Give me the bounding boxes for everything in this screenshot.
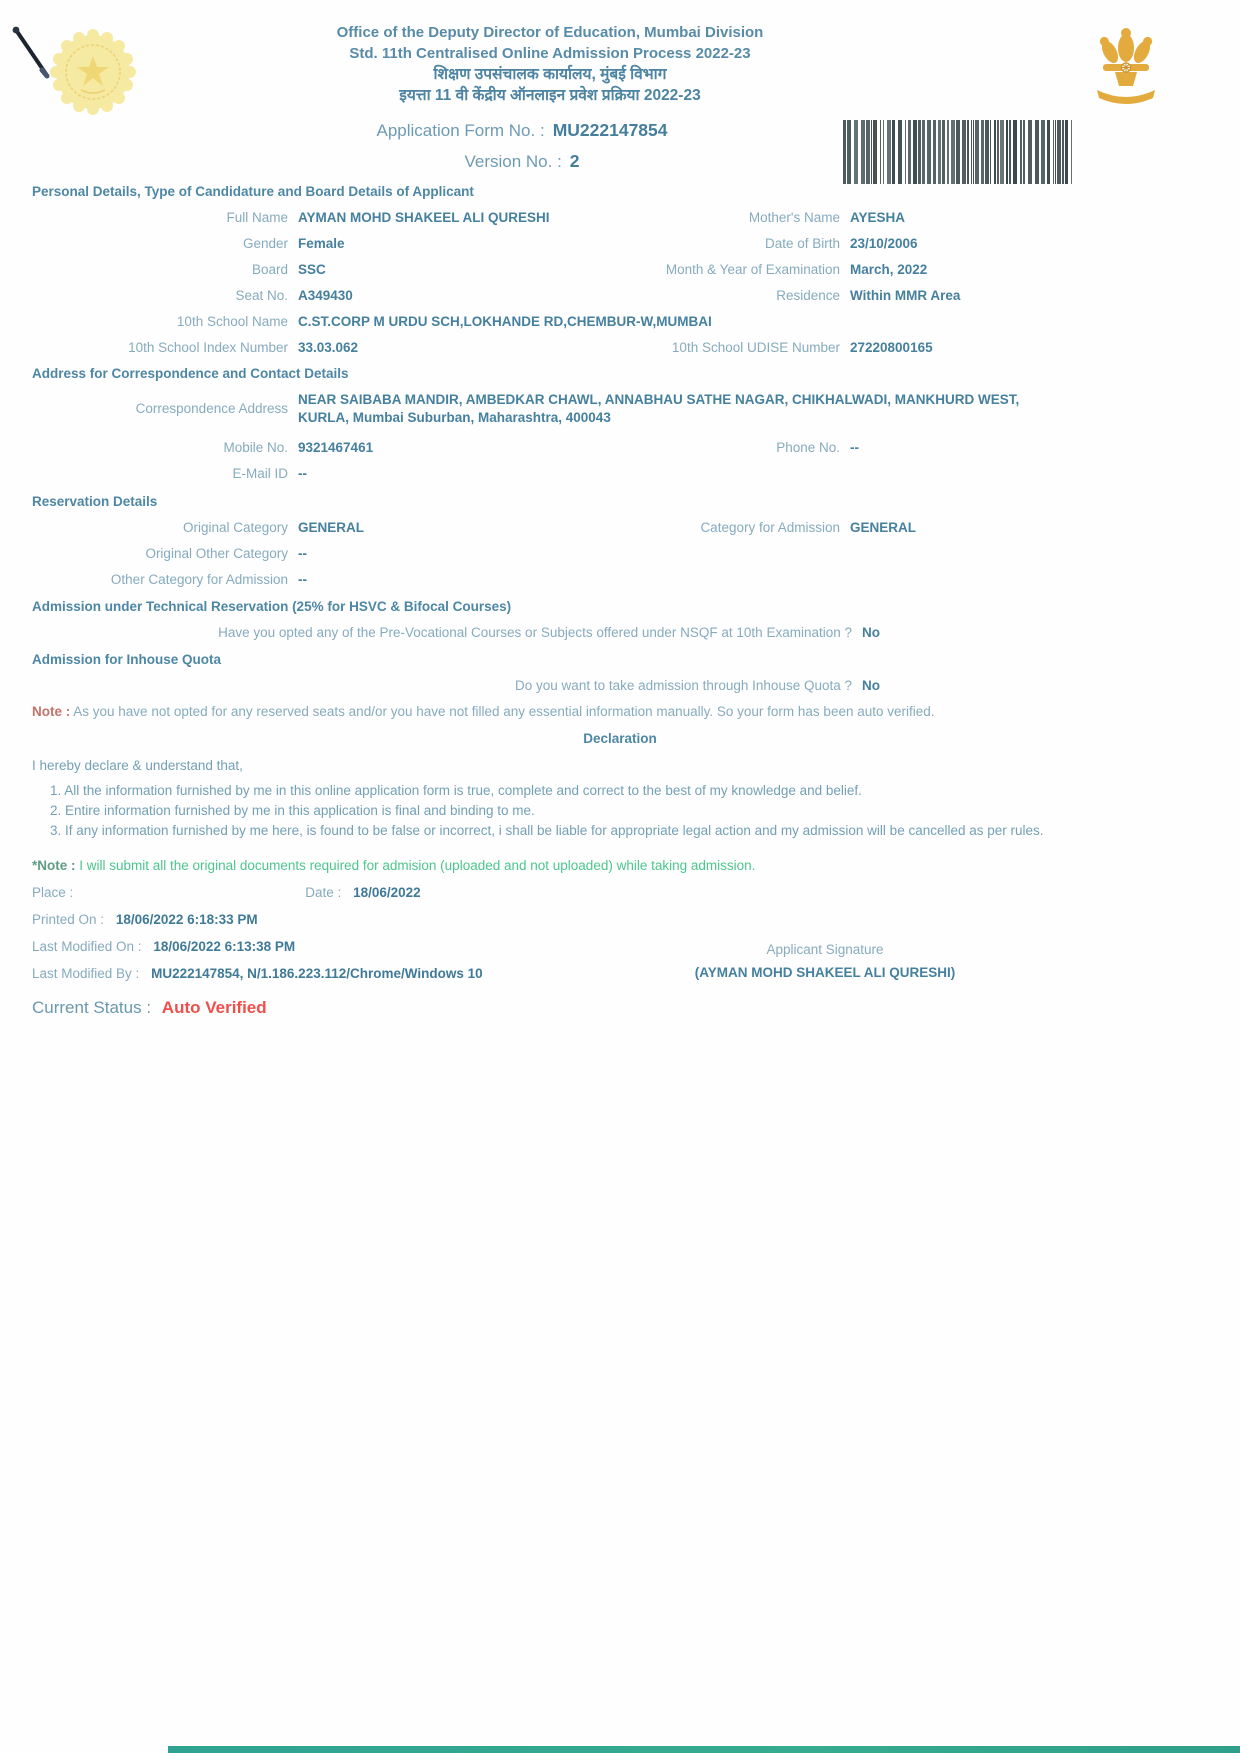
current-status-value: Auto Verified	[161, 998, 267, 1017]
version-no-label: Version No. :	[464, 152, 562, 171]
declaration-item-2: 2. Entire information furnished by me in this application is final and binding to me.	[50, 803, 535, 818]
school-index-label: 10th School Index Number	[128, 340, 288, 355]
full-name-label: Full Name	[226, 210, 288, 225]
correspondence-address-label: Correspondence Address	[135, 401, 288, 416]
phone-no-value: --	[850, 440, 859, 455]
printed-on-value: 18/06/2022 6:18:33 PM	[115, 912, 258, 927]
mothers-name-value: AYESHA	[850, 210, 906, 225]
correspondence-address-value: NEAR SAIBABA MANDIR, AMBEDKAR CHAWL, ANNABHAU SATHE NAGAR, CHIKHALWADI, MANKHURD WEST, KURLA, Mumbai Suburban, Maharashtra, 400043	[298, 392, 1020, 425]
row-place-date	[32, 884, 1208, 902]
current-status-label: Current Status :	[32, 998, 152, 1017]
full-name-value: AYMAN MOHD SHAKEEL ALI QURESHI	[298, 210, 550, 225]
school-udise-label: 10th School UDISE Number	[671, 340, 840, 355]
mobile-no-label: Mobile No.	[223, 440, 288, 455]
mobile-no-value: 9321467461	[298, 440, 374, 455]
nsqf-answer: No	[862, 625, 880, 640]
form-content	[32, 183, 1208, 1019]
school-name-label: 10th School Name	[176, 314, 288, 329]
original-category-label: Original Category	[182, 520, 288, 535]
inhouse-answer: No	[862, 678, 880, 693]
application-form-no-value: MU222147854	[552, 120, 668, 140]
section-title-reservation: Reservation Details	[32, 494, 158, 509]
last-modified-by-value: MU222147854, N/1.186.223.112/Chrome/Windows 10	[151, 966, 483, 981]
dob-label: Date of Birth	[764, 236, 840, 251]
residence-value: Within MMR Area	[850, 288, 961, 303]
school-index-value: 33.03.062	[298, 340, 359, 355]
declaration-item-3: 3. If any information furnished by me here, is found to be false or incorrect, i shall be liable for appropriate legal action and my admission will be cancelled as per rules.	[50, 823, 1044, 838]
row-nsqf-question	[32, 624, 880, 642]
section-title-inhouse: Admission for Inhouse Quota	[32, 652, 222, 667]
original-other-category-value: --	[298, 546, 307, 561]
section-title-technical: Admission under Technical Reservation (25% for HSVC & Bifocal Courses)	[32, 599, 512, 614]
barcode	[843, 120, 1076, 184]
row-other-category-admission	[32, 571, 1208, 589]
board-value: SSC	[298, 262, 326, 277]
category-for-admission-value: GENERAL	[850, 520, 917, 535]
auto-verified-note	[32, 703, 1208, 721]
mothers-name-label: Mother's Name	[748, 210, 840, 225]
other-category-admission-label: Other Category for Admission	[110, 572, 288, 587]
row-email	[32, 465, 1208, 483]
office-title: Office of the Deputy Director of Education, Mumbai Division	[336, 24, 764, 41]
school-udise-value: 27220800165	[850, 340, 933, 355]
exam-month-year-label: Month & Year of Examination	[665, 262, 840, 277]
documents-note-text: I will submit all the original documents required for admision (uploaded and not uploaded) while taking admission.	[79, 858, 756, 873]
section-title-address: Address for Correspondence and Contact Details	[32, 366, 349, 381]
process-title: Std. 11th Centralised Online Admission Process 2022-23	[349, 45, 751, 62]
last-modified-on-value: 18/06/2022 6:13:38 PM	[153, 939, 296, 954]
place-label: Place :	[32, 885, 74, 900]
application-form-no-label: Application Form No. :	[376, 121, 545, 140]
process-title-devanagari: इयत्ता 11 वी केंद्रीय ऑनलाइन प्रवेश प्रक्रिया 2022-23	[399, 87, 701, 104]
category-for-admission-label: Category for Admission	[700, 520, 840, 535]
date-value: 18/06/2022	[353, 885, 421, 900]
national-emblem-icon	[1093, 26, 1159, 114]
last-modified-by-label: Last Modified By :	[32, 966, 140, 981]
declaration-intro: I hereby declare & understand that,	[32, 758, 243, 773]
gender-label: Gender	[242, 236, 288, 251]
declaration-item-1: 1. All the information furnished by me in this online application form is true, complete and correct to the best of my knowledge and belief.	[50, 783, 862, 798]
gold-seal-icon	[48, 26, 138, 118]
email-label: E-Mail ID	[232, 466, 288, 481]
nsqf-question: Have you opted any of the Pre-Vocational Courses or Subjects offered under NSQF at 10th Examination ?	[218, 625, 852, 640]
other-category-admission-value: --	[298, 572, 307, 587]
exam-month-year-value: March, 2022	[850, 262, 928, 277]
seat-no-value: A349430	[298, 288, 353, 303]
printed-on-label: Printed On :	[32, 912, 105, 927]
applicant-signature-name: (AYMAN MOHD SHAKEEL ALI QURESHI)	[694, 965, 956, 980]
row-seat-residence	[32, 287, 1208, 305]
applicant-signature-label: Applicant Signature	[766, 942, 884, 957]
documents-note-label: *Note :	[32, 858, 76, 873]
document-header	[270, 22, 830, 106]
board-label: Board	[251, 262, 288, 277]
row-correspondence-address	[32, 391, 1208, 427]
row-original-category	[32, 519, 1208, 537]
row-fullname-mother	[32, 209, 1208, 227]
row-printed-on	[32, 911, 1208, 929]
applicant-signature-block	[660, 941, 990, 983]
declaration-title: Declaration	[583, 731, 657, 746]
gender-value: Female	[298, 236, 345, 251]
row-current-status	[32, 997, 1208, 1019]
date-label: Date :	[305, 885, 342, 900]
original-other-category-label: Original Other Category	[145, 546, 288, 561]
last-modified-on-label: Last Modified On :	[32, 939, 142, 954]
seat-no-label: Seat No.	[235, 288, 288, 303]
version-no-value: 2	[569, 151, 580, 171]
phone-no-label: Phone No.	[776, 440, 840, 455]
school-name-value: C.ST.CORP M URDU SCH,LOKHANDE RD,CHEMBUR-W,MUMBAI	[298, 314, 712, 329]
application-number-block	[262, 119, 782, 173]
row-last-modified-by	[32, 965, 1208, 983]
row-gender-dob	[32, 235, 1208, 253]
note-text: As you have not opted for any reserved seats and/or you have not filled any essential information manually. So your form has been auto verified.	[73, 704, 935, 719]
row-index-udise	[32, 339, 1208, 357]
row-mobile-phone	[32, 439, 1208, 457]
residence-label: Residence	[776, 288, 840, 303]
office-title-devanagari: शिक्षण उपसंचालक कार्यालय, मुंबई विभाग	[433, 66, 667, 83]
row-original-other-category	[32, 545, 1208, 563]
email-value: --	[298, 466, 307, 481]
inhouse-question: Do you want to take admission through Inhouse Quota ?	[515, 678, 852, 693]
row-school-name	[32, 313, 1208, 331]
scan-edge-strip	[168, 1746, 1240, 1753]
documents-note	[32, 857, 1208, 875]
dob-value: 23/10/2006	[850, 236, 918, 251]
original-category-value: GENERAL	[298, 520, 365, 535]
section-title-personal: Personal Details, Type of Candidature and Board Details of Applicant	[32, 184, 474, 199]
note-label: Note :	[32, 704, 71, 719]
row-inhouse-question	[32, 677, 880, 695]
row-board-exam	[32, 261, 1208, 279]
row-last-modified-on	[32, 938, 1208, 956]
